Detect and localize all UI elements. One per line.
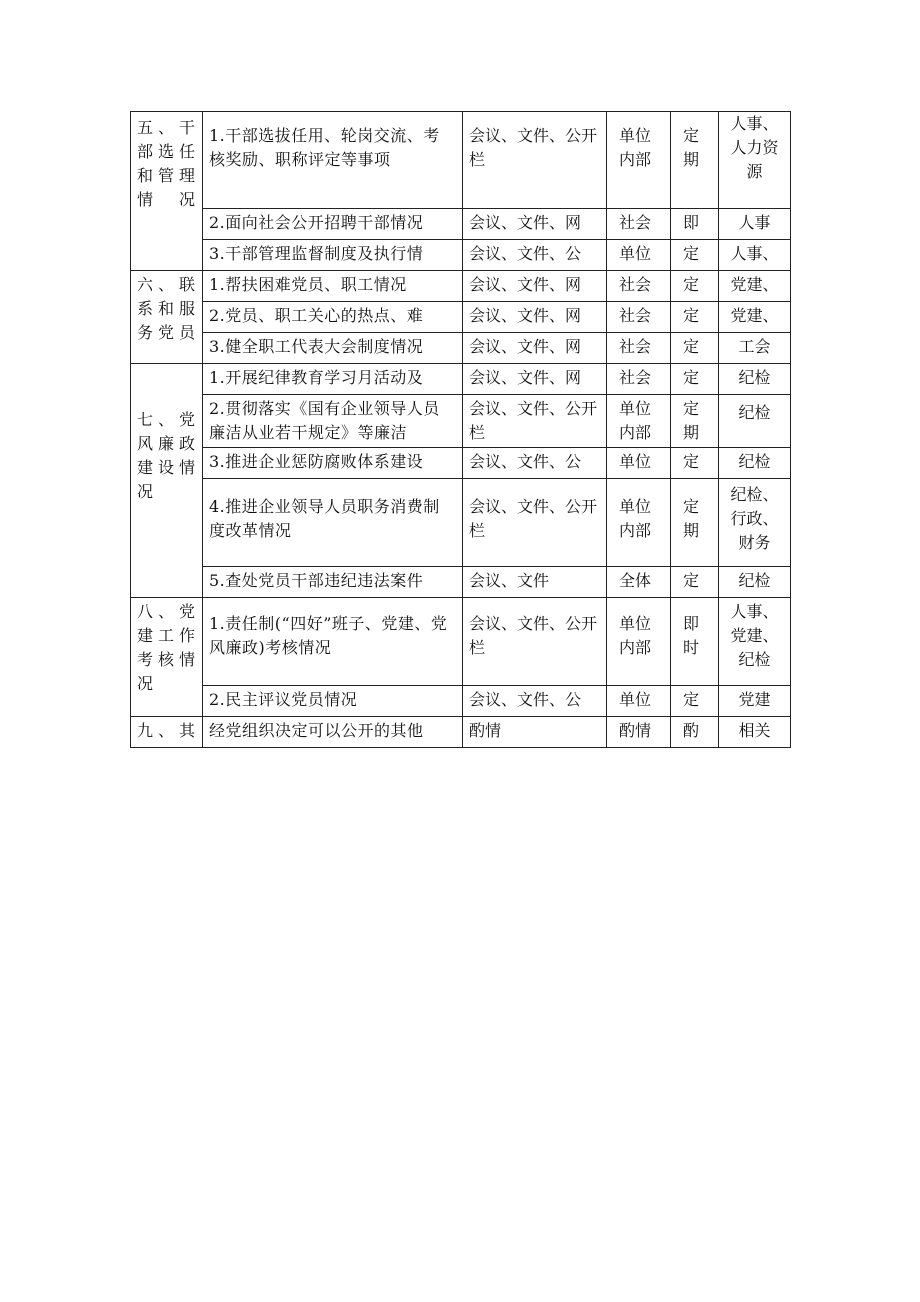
dept-cell (719, 209, 791, 240)
scope-cell (607, 686, 671, 717)
time-cell (671, 479, 719, 567)
time-cell (671, 240, 719, 271)
item-text: 1.干部选拔任用、轮岗交流、考核奖励、职称评定等事项 (209, 126, 440, 169)
time-text: 定 (683, 690, 700, 709)
form-text: 会议、文件、公 (469, 244, 582, 263)
scope-cell (607, 448, 671, 479)
scope-cell (607, 112, 671, 209)
time-text: 酌 (683, 721, 700, 740)
time-text: 定 (683, 244, 700, 263)
item-cell (203, 364, 463, 395)
dept-cell (719, 364, 791, 395)
time-text: 定 (683, 275, 700, 294)
time-cell (671, 598, 719, 686)
item-cell (203, 567, 463, 598)
scope-text: 单位内部 (619, 614, 652, 657)
scope-text: 社会 (619, 213, 652, 232)
item-text: 5.查处党员干部违纪违法案件 (209, 571, 424, 590)
dept-text: 党建、 (730, 306, 779, 325)
time-text: 定期 (683, 497, 700, 540)
scope-text: 单位 (619, 452, 652, 471)
category-cell (131, 271, 203, 364)
dept-text: 党建、 (730, 275, 779, 294)
dept-cell (719, 240, 791, 271)
time-text: 定期 (683, 399, 700, 442)
time-text: 定 (683, 368, 700, 387)
form-text: 会议、文件、公开栏 (469, 399, 598, 442)
table-row (131, 395, 791, 448)
scope-cell (607, 717, 671, 748)
item-cell (203, 302, 463, 333)
form-text: 会议、文件、网 (469, 213, 582, 232)
form-cell (463, 240, 607, 271)
time-text: 即 (683, 213, 700, 232)
scope-text: 酌情 (619, 721, 652, 740)
dept-text: 纪检 (738, 452, 771, 471)
item-text: 经党组织决定可以公开的其他 (209, 721, 424, 740)
dept-cell (719, 271, 791, 302)
dept-cell (719, 112, 791, 209)
item-text: 3.干部管理监督制度及执行情 (209, 244, 424, 263)
category-text: 九、其 (137, 721, 196, 740)
form-text: 会议、文件 (469, 571, 550, 590)
dept-cell (719, 448, 791, 479)
item-cell (203, 479, 463, 567)
scope-cell (607, 567, 671, 598)
item-text: 3.推进企业惩防腐败体系建设 (209, 452, 424, 471)
form-cell (463, 448, 607, 479)
scope-text: 社会 (619, 275, 652, 294)
time-cell (671, 333, 719, 364)
scope-cell (607, 302, 671, 333)
scope-text: 单位 (619, 244, 652, 263)
form-cell (463, 333, 607, 364)
time-cell (671, 448, 719, 479)
form-text: 会议、文件、网 (469, 275, 582, 294)
table-row (131, 686, 791, 717)
scope-text: 社会 (619, 337, 652, 356)
table-row (131, 448, 791, 479)
form-cell (463, 364, 607, 395)
scope-cell (607, 209, 671, 240)
time-cell (671, 271, 719, 302)
category-cell (131, 364, 203, 598)
item-text: 3.健全职工代表大会制度情况 (209, 337, 424, 356)
time-cell (671, 686, 719, 717)
time-cell (671, 395, 719, 448)
form-text: 会议、文件、公开栏 (469, 126, 598, 169)
dept-text: 纪检、行政、财务 (730, 485, 779, 552)
scope-cell (607, 364, 671, 395)
time-text: 定期 (683, 126, 700, 169)
category-cell (131, 112, 203, 271)
table-row (131, 333, 791, 364)
form-cell (463, 686, 607, 717)
scope-cell (607, 598, 671, 686)
dept-cell (719, 302, 791, 333)
dept-cell (719, 686, 791, 717)
table-row (131, 112, 791, 209)
item-cell (203, 717, 463, 748)
dept-cell (719, 395, 791, 448)
form-cell (463, 209, 607, 240)
form-cell (463, 112, 607, 209)
dept-text: 相关 (738, 721, 771, 740)
table-row (131, 271, 791, 302)
dept-text: 党建 (738, 690, 771, 709)
table-row (131, 364, 791, 395)
item-text: 1.帮扶困难党员、职工情况 (209, 275, 407, 294)
item-text: 2.党员、职工关心的热点、难 (209, 306, 424, 325)
table-row (131, 567, 791, 598)
table-row (131, 717, 791, 748)
time-cell (671, 717, 719, 748)
dept-text: 人事、人力资源 (730, 114, 779, 181)
form-text: 会议、文件、公开栏 (469, 614, 598, 657)
dept-cell (719, 479, 791, 567)
form-cell (463, 395, 607, 448)
form-text: 会议、文件、公开栏 (469, 497, 598, 540)
scope-text: 社会 (619, 368, 652, 387)
scope-text: 单位内部 (619, 126, 652, 169)
scope-cell (607, 240, 671, 271)
item-text: 2.民主评议党员情况 (209, 690, 358, 709)
form-cell (463, 302, 607, 333)
scope-cell (607, 395, 671, 448)
item-text: 1.责任制(“四好”班子、党建、党风廉政)考核情况 (209, 614, 448, 657)
item-cell (203, 209, 463, 240)
form-text: 会议、文件、公 (469, 452, 582, 471)
dept-text: 人事、 (730, 244, 779, 263)
table-row (131, 240, 791, 271)
table-row (131, 209, 791, 240)
disclosure-table (130, 111, 791, 748)
item-cell (203, 271, 463, 302)
dept-text: 人事 (738, 213, 771, 232)
form-text: 会议、文件、网 (469, 306, 582, 325)
form-cell (463, 717, 607, 748)
scope-text: 单位内部 (619, 399, 652, 442)
form-cell (463, 479, 607, 567)
item-text: 4.推进企业领导人员职务消费制度改革情况 (209, 497, 440, 540)
item-cell (203, 598, 463, 686)
dept-text: 纪检 (738, 368, 771, 387)
table-row (131, 302, 791, 333)
category-text: 八、党建工作考核情况 (137, 602, 196, 693)
category-cell (131, 598, 203, 717)
dept-cell (719, 717, 791, 748)
time-cell (671, 302, 719, 333)
item-text: 1.开展纪律教育学习月活动及 (209, 368, 424, 387)
item-cell (203, 686, 463, 717)
item-cell (203, 112, 463, 209)
time-text: 即时 (683, 614, 700, 657)
form-cell (463, 598, 607, 686)
dept-text: 纪检 (738, 571, 771, 590)
time-text: 定 (683, 337, 700, 356)
time-cell (671, 209, 719, 240)
category-text: 六、联系和服务党员 (137, 275, 196, 342)
dept-cell (719, 333, 791, 364)
table-row (131, 598, 791, 686)
category-cell (131, 717, 203, 748)
scope-text: 全体 (619, 571, 652, 590)
time-cell (671, 112, 719, 209)
time-text: 定 (683, 306, 700, 325)
item-cell (203, 395, 463, 448)
time-cell (671, 364, 719, 395)
form-cell (463, 567, 607, 598)
form-cell (463, 271, 607, 302)
item-cell (203, 240, 463, 271)
scope-text: 单位 (619, 690, 652, 709)
item-cell (203, 333, 463, 364)
scope-cell (607, 333, 671, 364)
form-text: 会议、文件、网 (469, 368, 582, 387)
scope-text: 单位内部 (619, 497, 652, 540)
form-text: 会议、文件、网 (469, 337, 582, 356)
dept-text: 人事、党建、纪检 (730, 602, 779, 669)
time-text: 定 (683, 452, 700, 471)
item-text: 2.面向社会公开招聘干部情况 (209, 213, 424, 232)
dept-text: 纪检 (738, 403, 771, 422)
item-text: 2.贯彻落实《国有企业领导人员廉洁从业若干规定》等廉洁 (209, 399, 440, 442)
dept-cell (719, 567, 791, 598)
table-row (131, 479, 791, 567)
scope-cell (607, 271, 671, 302)
category-text: 七、党风廉政建设情况 (137, 410, 196, 501)
dept-cell (719, 598, 791, 686)
form-text: 会议、文件、公 (469, 690, 582, 709)
form-text: 酌情 (469, 721, 502, 740)
category-text: 五、干部选任和管理情况 (137, 118, 196, 209)
dept-text: 工会 (738, 337, 771, 356)
time-text: 定 (683, 571, 700, 590)
time-cell (671, 567, 719, 598)
scope-cell (607, 479, 671, 567)
scope-text: 社会 (619, 306, 652, 325)
item-cell (203, 448, 463, 479)
